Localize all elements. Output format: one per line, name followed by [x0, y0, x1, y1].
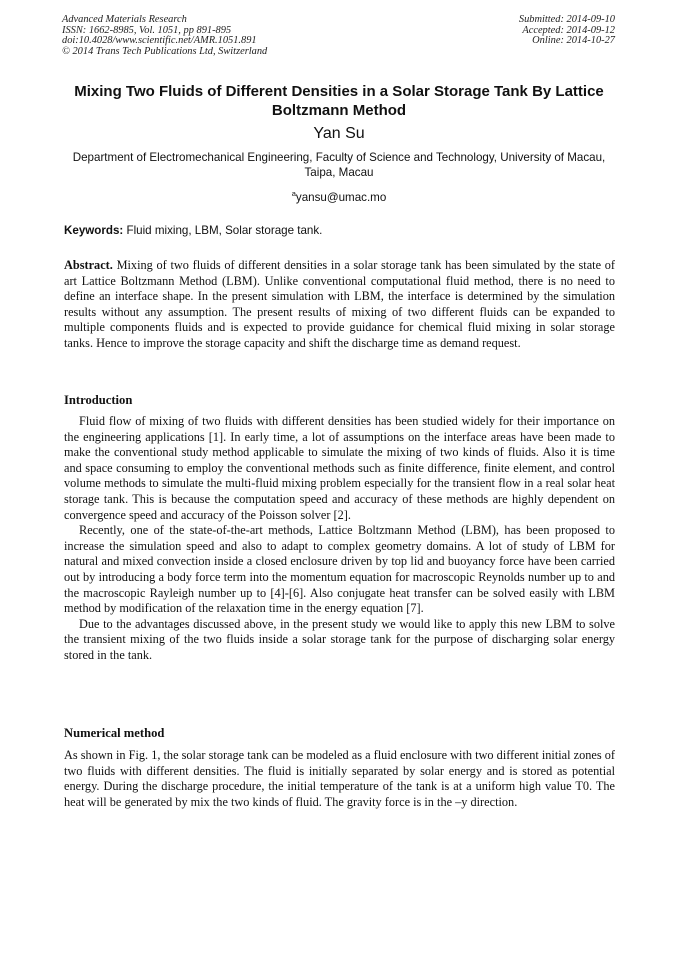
journal-info	[62, 15, 267, 57]
abstract-label: Abstract.	[64, 258, 113, 272]
paragraph: Fluid flow of mixing of two fluids with different densities has been studied widely for their importance on the engineering applications [1]. In early time, a lot of assumptions on the interface areas have been made to make the conventional study method applicable to simulate the mixing of two kinds of fluids. Also it is time and space consuming to employ the conventional methods such as finite difference, finite element, and control volume methods to simulate the multi-fluid mixing problem especially for the transient flow in a real solar heat storage tank. This is because the computation speed and accuracy of these methods are highly dependent on convergence speed and accuracy of the Poisson solver [2].	[64, 414, 615, 522]
abstract	[64, 258, 615, 352]
journal-issn: ISSN: 1662-8985, Vol. 1051, pp 891-895	[62, 24, 232, 36]
author-email	[62, 186, 616, 205]
email-address: yansu@umac.mo	[295, 191, 387, 204]
author-affiliation: Department of Electromechanical Engineering, Faculty of Science and Technology, University of Macau, Taipa, Macau	[72, 151, 606, 179]
submitted-date: Submitted: 2014-09-10	[518, 14, 615, 25]
paragraph: As shown in Fig. 1, the solar storage tank can be modeled as a fluid enclosure with two different initial zones of two fluids with different densities. The fluid is initially separated by solar energy and is stored as potential energy. During the discharge procedure, the initial temperature of the tank is at a uniform high value T0. The heat will be generated by mix the two kinds of fluid. The gravity force is in the –y direction.	[64, 748, 615, 809]
keywords	[64, 224, 616, 238]
author-name: Yan Su	[313, 125, 365, 142]
paragraph: Due to the advantages discussed above, in the present study we would like to apply this new LBM to solve the transient mixing of the two fluids inside a solar storage tank for the purpose of discharging solar energy stored in the tank.	[64, 616, 615, 662]
journal-copyright: © 2014 Trans Tech Publications Ltd, Switzerland	[62, 45, 268, 57]
journal-name: Advanced Materials Research	[62, 14, 187, 25]
journal-doi: doi:10.4028/www.scientific.net/AMR.1051.891	[62, 35, 257, 47]
accepted-date: Accepted: 2014-09-12	[522, 24, 615, 36]
introduction-body	[64, 414, 615, 664]
keywords-label: Keywords:	[64, 224, 124, 237]
keywords-text: Fluid mixing, LBM, Solar storage tank.	[123, 224, 323, 237]
section-heading-introduction: Introduction	[64, 393, 133, 407]
paragraph: Recently, one of the state-of-the-art methods, Lattice Boltzmann Method (LBM), has been proposed to increase the simulation speed and also to adapt to complex geometry domains. A lot of study of LBM for natural and mixed convection inside a closed enclosure driven by top lid and buoyancy force have been carried out by introducing a body force term into the momentum equation for macroscopic Reynolds number up to and the macroscopic Rayleigh number up to [4]-[6]. Also conjugate heat transfer can be solved easily with LBM method by modification of the relaxation time in the energy equation [7].	[64, 523, 615, 616]
publication-dates	[519, 15, 615, 47]
abstract-text: Mixing of two fluids of different densities in a solar storage tank has been simulated by the state of art Lattice Boltzmann Method (LBM). Unlike conventional computational fluid method, there is no need to define an interface shape. In the present simulation with LBM, the interface is determined by the simulation results without any assumption. The present results of mixing of two different fluids can be expanded to multiple components fluids and is expected to provide guidance for chemical fluid mixing in solar storage tanks. Hence to improve the storage capacity and shift the discharge time as demand request.	[64, 258, 615, 350]
online-date: Online: 2014-10-27	[532, 35, 615, 47]
numerical-method-body	[64, 748, 615, 810]
email-superscript: a	[291, 189, 296, 198]
section-heading-numerical-method: Numerical method	[64, 726, 165, 740]
paper-title: Mixing Two Fluids of Different Densities in a Solar Storage Tank By Lattice Boltzmann Method	[74, 83, 604, 119]
